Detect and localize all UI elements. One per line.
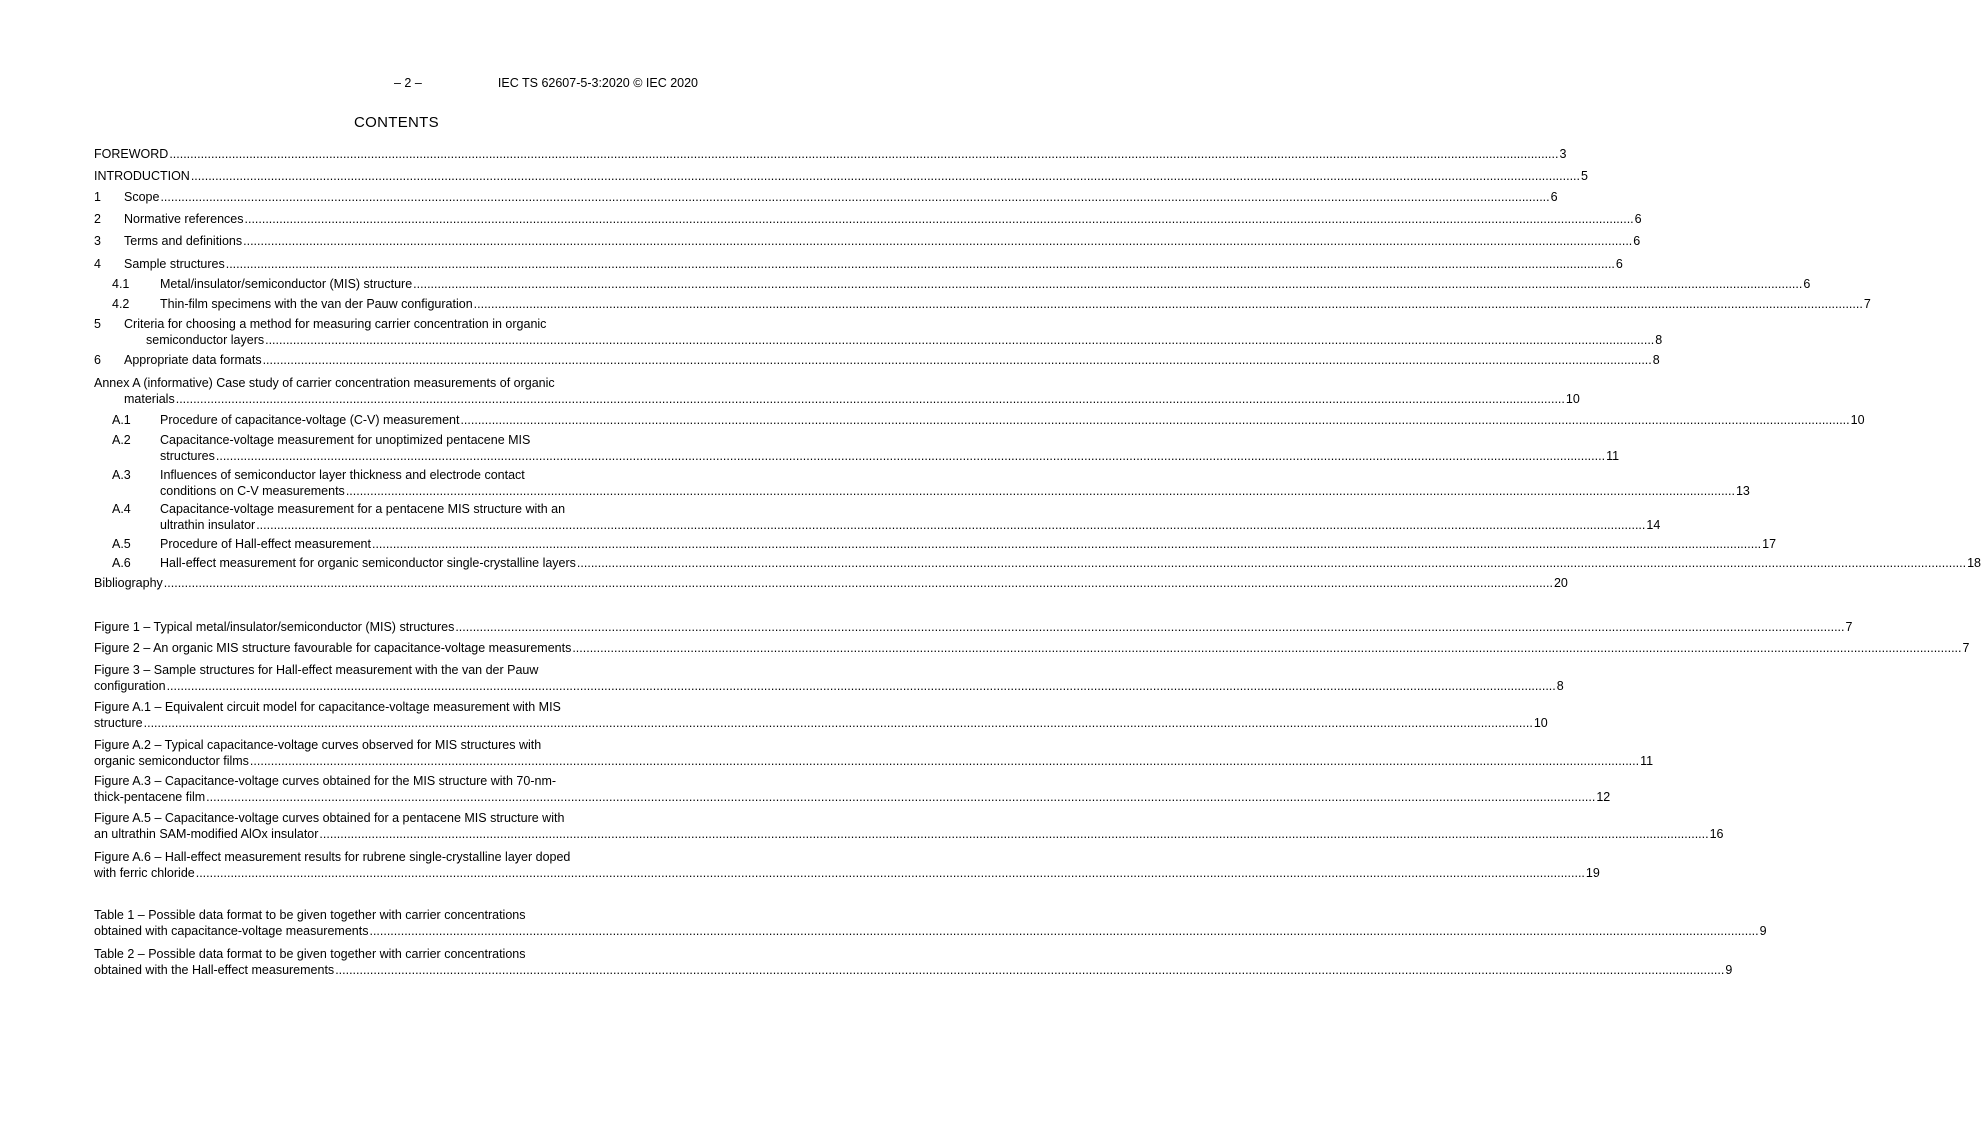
toc-entry-page: 17 (1762, 537, 1777, 551)
toc-entry-title: Criteria for choosing a method for measuring carrier concentration in organic (124, 317, 547, 331)
toc-entry-page: 7 (1863, 297, 1871, 311)
toc-entry-title: Figure 3 – Sample structures for Hall-effect measurement with the van der Pauw (94, 663, 539, 677)
dot-leader: ................................................................................................................................................................................................................................................................................................................................................................................................................ (265, 332, 1655, 347)
dot-leader: ................................................................................................................................................................................................................................................................................................................................................................................................................ (413, 277, 1803, 291)
toc-entry-title: Table 2 – Possible data format to be given together with carrier concentrations (94, 947, 526, 961)
toc-entry-number: 4.2 (112, 297, 130, 311)
dot-leader: ................................................................................................................................................................................................................................................................................................................................................................................................................ (244, 212, 1634, 226)
toc-entry-title: Procedure of capacitance-voltage (C-V) measurement (160, 413, 460, 427)
toc-entry-page: 19 (1585, 865, 1600, 880)
dot-leader: ................................................................................................................................................................................................................................................................................................................................................................................................................ (473, 297, 1863, 311)
toc-entry-number: 4.1 (112, 277, 130, 291)
toc-entry[interactable] (94, 947, 1733, 978)
toc-entry-page: 20 (1553, 576, 1568, 590)
page-number: – 2 – (394, 76, 422, 90)
toc-entry[interactable] (94, 663, 1564, 694)
dot-leader: ................................................................................................................................................................................................................................................................................................................................................................................................................ (225, 257, 1615, 271)
toc-entry-title: Thin-film specimens with the van der Pauw configuration (160, 297, 473, 311)
toc-entry[interactable] (94, 376, 1580, 407)
toc-entry-title: thick-pentacene film (94, 789, 206, 804)
toc-entry-title: FOREWORD (94, 147, 169, 161)
toc-entry-page: 14 (1646, 517, 1661, 532)
toc-entry[interactable] (94, 353, 1660, 369)
toc-entry-page: 6 (1615, 257, 1623, 271)
toc-entry-title: configuration (94, 678, 166, 693)
toc-entry[interactable] (94, 556, 1981, 572)
toc-entry-title: Influences of semiconductor layer thickness and electrode contact (160, 468, 525, 482)
toc-entry-title: structure (94, 715, 143, 730)
toc-entry-page: 11 (1640, 753, 1654, 768)
toc-entry-page: 6 (1634, 212, 1642, 226)
toc-entry-title: obtained with capacitance-voltage measurements (94, 923, 369, 938)
toc-entry[interactable] (94, 811, 1724, 842)
toc-entry-number: 3 (94, 234, 101, 248)
toc-entry-page: 6 (1803, 277, 1811, 291)
toc-entry[interactable] (94, 190, 1558, 206)
toc-entry-title: Figure 1 – Typical metal/insulator/semiconductor (MIS) structures (94, 620, 455, 634)
toc-entry-title: an ultrathin SAM-modified AlOx insulator (94, 826, 319, 841)
toc-entry-title: Terms and definitions (124, 234, 243, 248)
toc-entry-page: 10 (1533, 715, 1548, 730)
toc-entry-title: materials (124, 391, 175, 406)
toc-entry-number: A.1 (112, 413, 131, 427)
toc-entry[interactable] (94, 297, 1871, 313)
toc-entry-title: INTRODUCTION (94, 169, 190, 183)
toc-entry-title: Figure A.2 – Typical capacitance-voltage curves observed for MIS structures with (94, 738, 542, 752)
dot-leader: ................................................................................................................................................................................................................................................................................................................................................................................................................ (256, 517, 1646, 532)
dot-leader: ................................................................................................................................................................................................................................................................................................................................................................................................................ (206, 789, 1596, 804)
toc-entry[interactable] (94, 413, 1865, 429)
toc-entry-page: 3 (1559, 147, 1567, 161)
toc-entry-title: with ferric chloride (94, 865, 195, 880)
page-title: CONTENTS (354, 114, 439, 131)
dot-leader: ................................................................................................................................................................................................................................................................................................................................................................................................................ (319, 826, 1709, 841)
toc-entry-title: structures (160, 448, 215, 463)
toc-entry-number: A.5 (112, 537, 131, 551)
toc-entry[interactable] (94, 502, 1661, 533)
toc-entry-number: A.4 (112, 502, 131, 516)
toc-entry-title: Figure A.3 – Capacitance-voltage curves obtained for the MIS structure with 70-nm- (94, 774, 557, 788)
toc-entry-title: Figure A.1 – Equivalent circuit model for capacitance-voltage measurement with MIS (94, 700, 561, 714)
toc-entry-page: 6 (1633, 234, 1641, 248)
toc-entry-page: 6 (1550, 190, 1558, 204)
toc-entry-page: 7 (1845, 620, 1853, 634)
dot-leader: ................................................................................................................................................................................................................................................................................................................................................................................................................ (160, 190, 1550, 204)
dot-leader: ................................................................................................................................................................................................................................................................................................................................................................................................................ (572, 641, 1962, 655)
toc-entry[interactable] (94, 850, 1600, 881)
dot-leader: ................................................................................................................................................................................................................................................................................................................................................................................................................ (369, 923, 1759, 938)
toc-entry[interactable] (94, 738, 1654, 769)
toc-entry-title: Procedure of Hall-effect measurement (160, 537, 371, 551)
toc-entry[interactable] (94, 317, 1663, 348)
toc-entry[interactable] (94, 147, 1567, 163)
page-header (94, 76, 698, 94)
toc-entry-title: Figure 2 – An organic MIS structure favourable for capacitance-voltage measurements (94, 641, 572, 655)
toc-entry[interactable] (94, 908, 1767, 939)
toc-entry-title: ultrathin insulator (160, 517, 256, 532)
dot-leader: ................................................................................................................................................................................................................................................................................................................................................................................................................ (455, 620, 1845, 634)
toc-entry-number: 5 (94, 317, 101, 331)
toc-entry-number: 4 (94, 257, 101, 271)
dot-leader: ................................................................................................................................................................................................................................................................................................................................................................................................................ (143, 715, 1533, 730)
toc-entry[interactable] (94, 257, 1623, 273)
dot-leader: ................................................................................................................................................................................................................................................................................................................................................................................................................ (371, 537, 1762, 551)
toc-entry-number: A.2 (112, 433, 131, 447)
toc-entry-title: conditions on C-V measurements (160, 483, 345, 498)
toc-entry-page: 9 (1759, 923, 1767, 938)
toc-entry-page: 8 (1652, 353, 1660, 367)
toc-entry-title: Bibliography (94, 576, 163, 590)
toc-entry-title: Capacitance-voltage measurement for unoptimized pentacene MIS (160, 433, 531, 447)
toc-entry-title: semiconductor layers (146, 332, 265, 347)
toc-entry[interactable] (94, 774, 1611, 805)
toc-entry-number: 2 (94, 212, 101, 226)
toc-entry-title: Capacitance-voltage measurement for a pentacene MIS structure with an (160, 502, 566, 516)
toc-entry-page: 8 (1655, 332, 1663, 347)
toc-entry-title: Figure A.6 – Hall-effect measurement results for rubrene single-crystalline layer doped (94, 850, 571, 864)
dot-leader: ................................................................................................................................................................................................................................................................................................................................................................................................................ (576, 556, 1967, 570)
toc-entry-number: A.3 (112, 468, 131, 482)
dot-leader: ................................................................................................................................................................................................................................................................................................................................................................................................................ (215, 448, 1606, 463)
toc-entry-title: Hall-effect measurement for organic semiconductor single-crystalline layers (160, 556, 576, 570)
toc-entry-title: obtained with the Hall-effect measurements (94, 962, 335, 977)
toc-entry[interactable] (94, 468, 1750, 499)
dot-leader: ................................................................................................................................................................................................................................................................................................................................................................................................................ (163, 576, 1553, 590)
toc-entry-number: 6 (94, 353, 101, 367)
dot-leader: ................................................................................................................................................................................................................................................................................................................................................................................................................ (249, 753, 1640, 768)
toc-entry-title: Figure A.5 – Capacitance-voltage curves obtained for a pentacene MIS structure with (94, 811, 565, 825)
toc-entry-title: Sample structures (124, 257, 225, 271)
toc-entry-page: 16 (1709, 826, 1724, 841)
dot-leader: ................................................................................................................................................................................................................................................................................................................................................................................................................ (262, 353, 1652, 367)
toc-entry-number: A.6 (112, 556, 131, 570)
toc-entry[interactable] (94, 169, 1588, 185)
toc-entry[interactable] (94, 576, 1568, 592)
toc-entry[interactable] (94, 537, 1777, 553)
toc-entry-number: 1 (94, 190, 101, 204)
dot-leader: ................................................................................................................................................................................................................................................................................................................................................................................................................ (169, 147, 1559, 161)
toc-entry-page: 10 (1565, 391, 1580, 406)
toc-entry-title: Annex A (informative) Case study of carrier concentration measurements of organic (94, 376, 555, 390)
toc-entry[interactable] (94, 234, 1641, 250)
toc-entry-page: 12 (1596, 789, 1611, 804)
dot-leader: ................................................................................................................................................................................................................................................................................................................................................................................................................ (166, 678, 1556, 693)
document-reference: IEC TS 62607-5-3:2020 © IEC 2020 (497, 76, 698, 90)
dot-leader: ................................................................................................................................................................................................................................................................................................................................................................................................................ (190, 169, 1580, 183)
dot-leader: ................................................................................................................................................................................................................................................................................................................................................................................................................ (345, 483, 1735, 498)
toc-entry[interactable] (94, 641, 1970, 657)
toc-entry-page: 9 (1725, 962, 1733, 977)
toc-entry-page: 11 (1606, 448, 1620, 463)
toc-entry-title: Table 1 – Possible data format to be given together with carrier concentrations (94, 908, 526, 922)
toc-entry-title: organic semiconductor films (94, 753, 249, 768)
toc-entry-title: Scope (124, 190, 160, 204)
dot-leader: ................................................................................................................................................................................................................................................................................................................................................................................................................ (195, 865, 1585, 880)
toc-entry-page: 13 (1735, 483, 1750, 498)
toc-entry-title: Normative references (124, 212, 244, 226)
dot-leader: ................................................................................................................................................................................................................................................................................................................................................................................................................ (335, 962, 1725, 977)
dot-leader: ................................................................................................................................................................................................................................................................................................................................................................................................................ (175, 391, 1565, 406)
toc-entry-page: 5 (1581, 169, 1588, 183)
toc-entry-page: 8 (1556, 678, 1564, 693)
toc-entry[interactable] (94, 277, 1811, 293)
toc-entry-page: 7 (1962, 641, 1970, 655)
toc-entry[interactable] (94, 700, 1548, 731)
dot-leader: ................................................................................................................................................................................................................................................................................................................................................................................................................ (460, 413, 1850, 427)
toc-entry-title: Metal/insulator/semiconductor (MIS) structure (160, 277, 413, 291)
dot-leader: ................................................................................................................................................................................................................................................................................................................................................................................................................ (243, 234, 1633, 248)
toc-entry-title: Appropriate data formats (124, 353, 262, 367)
toc-entry-page: 18 (1967, 556, 1981, 570)
toc-entry-page: 10 (1850, 413, 1865, 427)
toc-entry[interactable] (94, 212, 1642, 228)
toc-entry[interactable] (94, 433, 1620, 464)
toc-entry[interactable] (94, 620, 1853, 636)
